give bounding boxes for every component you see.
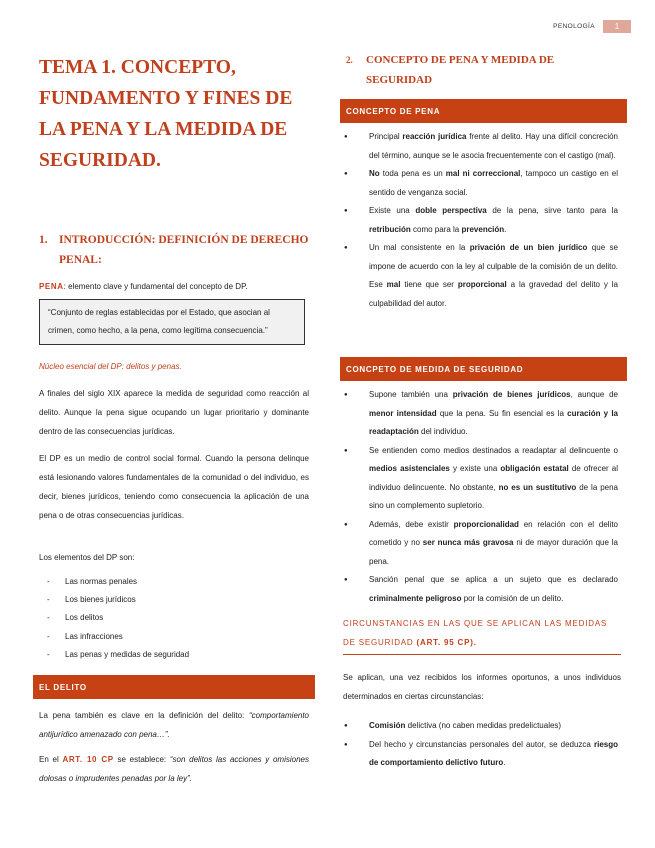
art10-mid: se establece: (113, 755, 170, 764)
list-item: ● Comisión delictiva (no caben medidas predelictuales) (343, 717, 618, 736)
pena-label: PENA (39, 282, 64, 291)
section-1-title: INTRODUCCIÓN: DEFINICIÓN DE DERECHO PENAL: (59, 234, 309, 266)
quote-box: “Conjunto de reglas establecidas por el Estado, que asocian al crimen, como hecho, a la pena, como legítima consecuencia.” (39, 299, 305, 345)
page-number: 1 (603, 20, 631, 33)
paragraph-control-social: El DP es un medio de control social formal. Cuando la persona delinque está lesionando valores fundamentales de la comunidad o del individuo, es decir, bienes jurídicos, teniendo como consecuencia la aplicación de una pena o de otras consecuencias jurídicas. (39, 454, 309, 520)
elements-intro: Los elementos del DP son: (39, 553, 135, 562)
band-el-delito: EL DELITO (33, 675, 315, 699)
list-item: - Los delitos (39, 609, 309, 627)
circunstancias-heading (343, 614, 621, 652)
list-item: - Los bienes jurídicos (39, 591, 309, 609)
band-medida-seguridad: CONCPETO DE MEDIDA DE SEGURIDAD (340, 357, 627, 381)
list-item: ● Un mal consistente en la privación de un bien jurídico que se impone de acuerdo con la ley al culpable de la comisión de un delito. Ese mal tiene que ser proporcional a la gravedad del delito y la culpabilidad del autor. (343, 239, 618, 313)
art10-prefix: En el (39, 755, 63, 764)
delito-quote: “comportamiento antijurídico amenazado con pena…”. (39, 711, 310, 739)
header-title: PENOLOGÍA (553, 23, 595, 30)
medida-bullets (343, 386, 618, 608)
pena-text: : elemento clave y fundamental del concepto de DP. (63, 282, 248, 291)
pena-bullets (343, 128, 618, 313)
list-item: ● Supone también una privación de bienes jurídicos, aunque de menor intensidad que la pena. Su fin esencial es la curación y la readaptación del individuo. (343, 386, 618, 442)
list-item: ● Principal reacción jurídica frente al delito. Hay una difícil concreción del término, aunque se le asocia frecuentemente con el castigo (mal). (343, 128, 618, 165)
circunstancias-intro: Se aplican, una vez recibidos los informes oportunos, a unos individuos determinados en ciertas circunstancias: (343, 673, 621, 701)
band-concepto-pena: CONCEPTO DE PENA (340, 99, 627, 123)
list-item: ● Existe una doble perspectiva de la pena, sirve tanto para la retribución como para la prevención. (343, 202, 618, 239)
paragraph-medida-origen: A finales del siglo XIX aparece la medida de seguridad como reacción al delito. Aunque la pena sigue ocupando un lugar prioritario y dominante dentro de las consecuencias jurídicas. (39, 389, 309, 436)
nucleo-note: Núcleo esencial del DP: delitos y penas. (39, 362, 182, 371)
list-item: - Las normas penales (39, 573, 309, 591)
elements-list (39, 573, 309, 664)
art10-reference: ART. 10 CP (62, 755, 114, 764)
document-title: TEMA 1. CONCEPTO, FUNDAMENTO Y FINES DE LA PENA Y LA MEDIDA DE SEGURIDAD. (39, 57, 293, 171)
section-1-number: 1. (39, 234, 48, 246)
list-item: ● Sanción penal que se aplica a un sujeto que es declarado criminalmente peligroso por la comisión de un delito. (343, 571, 618, 608)
delito-definition (39, 706, 309, 744)
list-item: ● Se entienden como medios destinados a readaptar al delincuente o medios asistenciales y existe una obligación estatal de ofrecer al individuo delincuente. No obstante, no es un sustitutivo de la pena sino un complemento supletorio. (343, 442, 618, 516)
list-item: ● No toda pena es un mal ni correccional, tampoco un castigo en el sentido de venganza social. (343, 165, 618, 202)
list-item: ● Además, debe existir proporcionalidad en relación con el delito cometido y no ser nunca más gravosa ni de mayor duración que la pena. (343, 516, 618, 572)
list-item: - Las penas y medidas de seguridad (39, 646, 309, 664)
delito-text: La pena también es clave en la definición del delito: (39, 711, 245, 720)
circunstancias-bullets (343, 717, 618, 773)
section-2-heading (346, 50, 621, 90)
art10-paragraph (39, 750, 309, 788)
section-1-heading (39, 230, 309, 270)
page-header (553, 20, 631, 33)
art10-quote: “son delitos las acciones y omisiones dolosas o imprudentes penadas por la ley”. (39, 755, 309, 783)
list-item: - Las infracciones (39, 628, 309, 646)
pena-definition (39, 277, 309, 296)
section-2-title: CONCEPTO DE PENA Y MEDIDA DE SEGURIDAD (366, 54, 555, 86)
art95-reference: (ART. 95 CP). (416, 638, 477, 647)
divider (343, 654, 621, 655)
list-item: ● Del hecho y circunstancias personales del autor, se deduzca riesgo de comportamiento delictivo futuro. (343, 736, 618, 773)
section-2-number: 2. (346, 55, 353, 65)
circunstancias-title: CIRCUNSTANCIAS EN LAS QUE SE APLICAN LAS MEDIDAS DE SEGURIDAD (343, 619, 608, 647)
